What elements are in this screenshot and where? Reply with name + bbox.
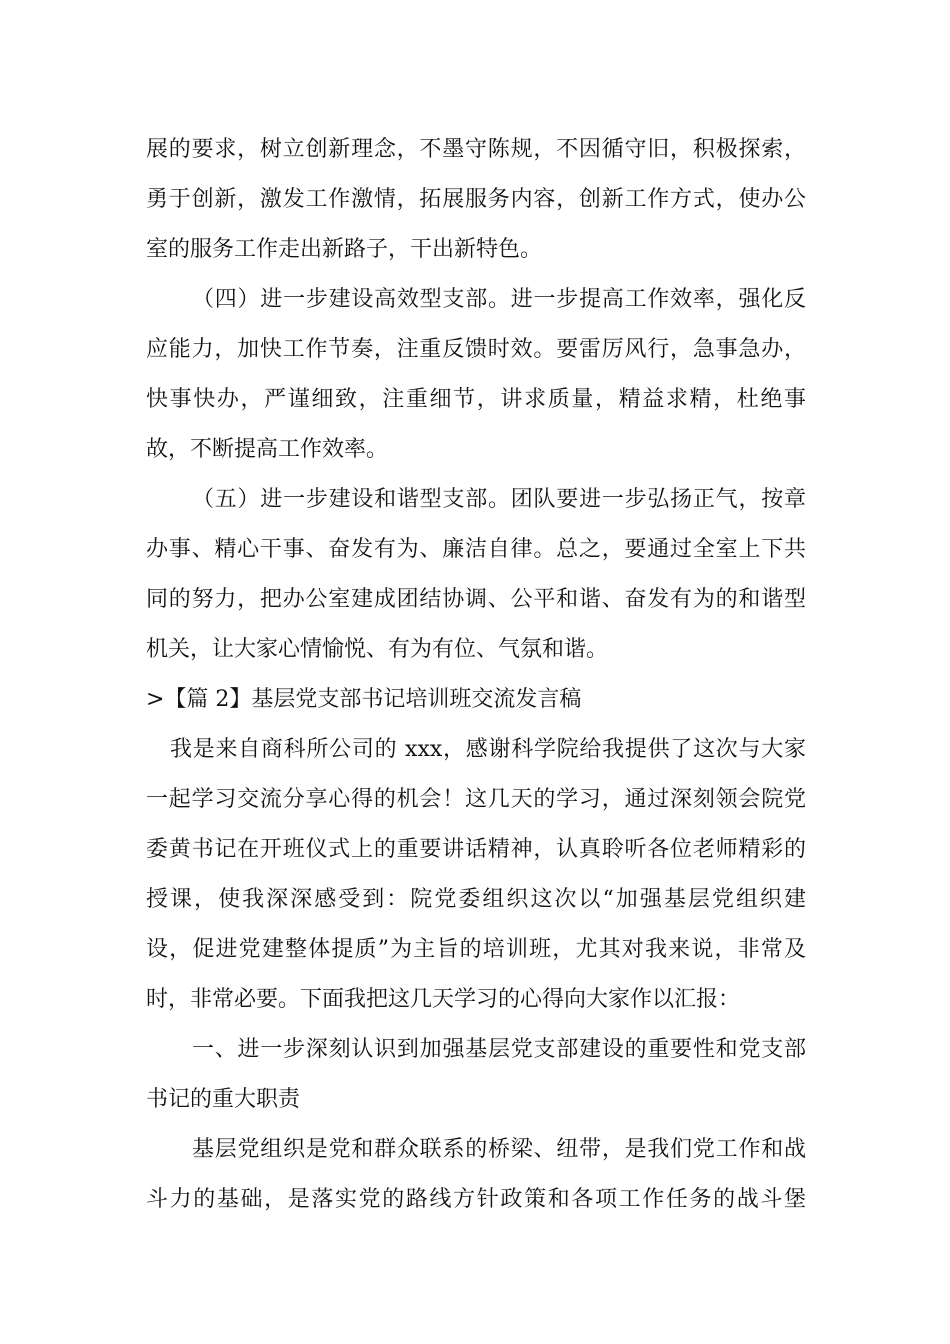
text-line: 时，非常必要。下面我把这几天学习的心得向大家作以汇报： [146,987,741,1012]
text-line: 同的努力，把办公室建成团结协调、公平和谐、奋发有为的和谐型 [146,587,806,612]
paragraph-start-line: 基层党组织是党和群众联系的桥梁、纽带，是我们党工作和战 [192,1137,806,1162]
text-line: 故，不断提高工作效率。 [146,437,389,462]
text-line: 室的服务工作走出新路子，干出新特色。 [146,237,543,262]
text-line: 斗力的基础，是落实党的路线方针政策和各项工作任务的战斗堡 [146,1187,806,1212]
paragraph-start-line: （五）进一步建设和谐型支部。团队要进一步弘扬正气，按章 [192,487,806,512]
text-line: 办事、精心干事、奋发有为、廉洁自律。总之，要通过全室上下共 [146,537,806,562]
text-line: 书记的重大职责 [146,1087,301,1112]
text-line: 应能力，加快工作节奏，注重反馈时效。要雷厉风行，急事急办， [146,337,806,362]
text-line: 机关，让大家心情愉悦、有为有位、气氛和谐。 [146,637,609,662]
text-line: 勇于创新，激发工作激情，拓展服务内容，创新工作方式，使办公 [146,187,806,212]
text-line: 设，促进党建整体提质”为主旨的培训班，尤其对我来说，非常及 [146,937,806,962]
text-line: 一起学习交流分享心得的机会！这几天的学习，通过深刻领会院党 [146,787,806,812]
text-line: 授课，使我深深感受到：院党委组织这次以“加强基层党组织建 [146,887,806,912]
text-line: 委黄书记在开班仪式上的重要讲话精神，认真聆听各位老师精彩的 [146,837,806,862]
text-line: 快事快办，严谨细致，注重细节，讲求质量，精益求精，杜绝事 [146,387,806,412]
text-line: 展的要求，树立创新理念，不墨守陈规，不因循守旧，积极探索， [146,137,806,162]
paragraph-start-line: 一、进一步深刻认识到加强基层党支部建设的重要性和党支部 [192,1037,806,1062]
section-heading: >【篇 2】基层党支部书记培训班交流发言稿 [146,687,582,712]
paragraph-start-line: （四）进一步建设高效型支部。进一步提高工作效率，强化反 [192,287,806,312]
paragraph-start-line: 我是来自商科所公司的 xxx，感谢科学院给我提供了这次与大家 [170,737,806,762]
